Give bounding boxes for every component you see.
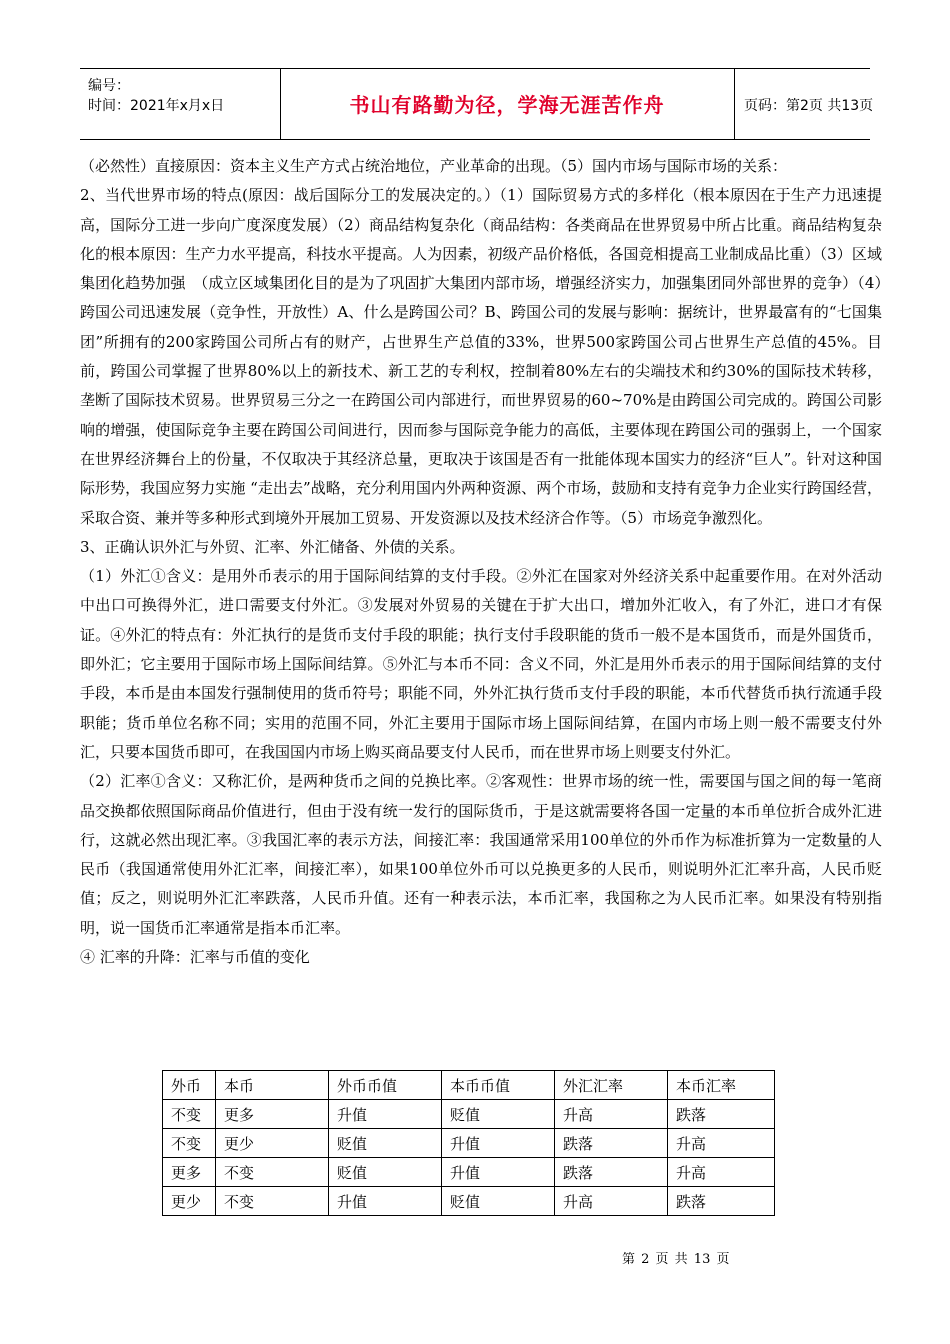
- table-cell: 不变: [216, 1187, 329, 1216]
- table-cell: 跌落: [555, 1129, 668, 1158]
- table-row: [163, 1100, 775, 1129]
- table-header-cell: 本币汇率: [668, 1071, 775, 1100]
- table-header-cell: 外币: [163, 1071, 216, 1100]
- page-header: [80, 68, 874, 140]
- table-header-cell: 外汇汇率: [555, 1071, 668, 1100]
- header-page-cell: [734, 69, 874, 139]
- paragraph-foreign-exchange: （1）外汇①含义：是用外币表示的用于国际间结算的支付手段。②外汇在国家对外经济关系中起重要作用。在对外活动中出口可换得外汇，进口需要支付外汇。③发展对外贸易的关键在于扩大出口，增加外汇收入，有了外汇，进口才有保证。④外汇的特点有：外汇执行的是货币支付手段的职能；执行支付手段职能的货币一般不是本国货币，而是外国货币，即外汇；它主要用于国际市场上国际间结算。⑤外汇与本币不同：含义不同，外汇是用外币表示的用于国际间结算的支付手段，本币是由本国发行强制使用的货币符号；职能不同，外外汇执行货币支付手段的职能，本币代替货币执行流通手段职能；货币单位名称不同；实用的范围不同，外汇主要用于国际市场上国际间结算，在国内市场上则一般不需要支付外汇，只要本国货币即可，在我国国内市场上购买商品要支付人民币，而在世界市场上则要支付外汇。: [80, 567, 882, 761]
- page-footer: 第 2 页 共 13 页: [622, 1252, 730, 1267]
- table-header-cell: 本币: [216, 1071, 329, 1100]
- paragraph-exchange-rate: （2）汇率①含义：又称汇价，是两种货币之间的兑换比率。②客观性：世界市场的统一性，需要国与国之间的每一笔商品交换都依照国际商品价值进行，但由于没有统一发行的国际货币，于是这就需要将各国一定量的本币单位折合成外汇进行，这就必然出现汇率。③我国汇率的表示方法，间接汇率：我国通常采用100单位的外币作为标准折算为一定数量的人民币（我国通常使用外汇汇率，间接汇率），如果100单位外币可以兑换更多的人民币，则说明外汇汇率升高，人民币贬值；反之，则说明外汇汇率跌落，人民币升值。还有一种表示法，本币汇率，我国称之为人民币汇率。如果没有特别指明，说一国货币汇率通常是指本币汇率。: [80, 772, 882, 937]
- table-cell: 升值: [329, 1187, 442, 1216]
- table-cell: 升高: [668, 1129, 775, 1158]
- table-cell: 不变: [163, 1100, 216, 1129]
- table-cell: 跌落: [668, 1187, 775, 1216]
- header-meta: [80, 69, 281, 139]
- table-cell: 不变: [163, 1129, 216, 1158]
- table-row: [163, 1129, 775, 1158]
- table-cell: 跌落: [668, 1100, 775, 1129]
- table-cell: 贬值: [329, 1129, 442, 1158]
- paragraph-world-market: 2、当代世界市场的特点(原因：战后国际分工的发展决定的。）（1）国际贸易方式的多样化（根本原因在于生产力迅速提高，国际分工进一步向广度深度发展）（2）商品结构复杂化（商品结构：各类商品在世界贸易中所占比重。商品结构复杂化的根本原因：生产力水平提高，科技水平提高。人为因素，初级产品价格低，各国竞相提高工业制成品比重）（3）区域集团化趋势加强 （成立区域集团化目的是为了巩固扩大集团内部市场，增强经济实力，加强集团同外部世界的竞争）（4）跨国公司迅速发展（竞争性，开放性）A、什么是跨国公司？B、跨国公司的发展与影响：据统计，世界最富有的“七国集团”所拥有的200家跨国公司所占有的财产，占世界生产总值的33%，世界500家跨国公司占世界生产总值的45%。目前，跨国公司掌握了世界80%以上的新技术、新工艺的专利权，控制着80%左右的尖端技术和约30%的国际技术转移，垄断了国际技术贸易。世界贸易三分之一在跨国公司内部进行，而世界贸易的60~70%是由跨国公司完成的。跨国公司影响的增强，使国际竞争主要在跨国公司间进行，因而参与国际竞争能力的高低，主要体现在跨国公司的强弱上，一个国家在世界经济舞台上的份量，不仅取决于其经济总量，更取决于该国是否有一批能体现本国实力的经济“巨人”。针对这种国际形势，我国应努力实施 “走出去”战略，充分利用国内外两种资源、两个市场，鼓励和支持有竞争力企业实行跨国经营，采取合资、兼并等多种形式到境外开展加工贸易、开发资源以及技术经济合作等。（5）市场竞争激烈化。: [80, 186, 882, 527]
- table-cell: 更少: [216, 1129, 329, 1158]
- document-body: [80, 152, 882, 972]
- document-date: 时间：2021年x月x日: [88, 98, 225, 114]
- table-row: [163, 1187, 775, 1216]
- exchange-rate-table: [162, 1070, 775, 1216]
- document-number-label: 编号：: [88, 78, 130, 94]
- table-cell: 更少: [163, 1187, 216, 1216]
- table-cell: 升值: [329, 1100, 442, 1129]
- table-cell: 更多: [163, 1158, 216, 1187]
- header-motto-cell: [280, 69, 735, 139]
- table-cell: 跌落: [555, 1158, 668, 1187]
- table-row: [163, 1158, 775, 1187]
- table-cell: 不变: [216, 1158, 329, 1187]
- table-cell: 贬值: [442, 1100, 555, 1129]
- table-cell: 贬值: [442, 1187, 555, 1216]
- table-cell: 贬值: [329, 1158, 442, 1187]
- table-header-row: [163, 1071, 775, 1100]
- table-cell: 升值: [442, 1158, 555, 1187]
- header-motto: 书山有路勤为径，学海无涯苦作舟: [349, 93, 665, 117]
- table-cell: 升值: [442, 1129, 555, 1158]
- header-page-code: 页码：第2页 共13页: [744, 98, 874, 114]
- table-cell: 升高: [555, 1187, 668, 1216]
- table-header-cell: 本币币值: [442, 1071, 555, 1100]
- table-cell: 更多: [216, 1100, 329, 1129]
- paragraph-intro: （必然性）直接原因：资本主义生产方式占统治地位，产业革命的出现。（5）国内市场与国际市场的关系：: [80, 157, 788, 175]
- table-header-cell: 外币币值: [329, 1071, 442, 1100]
- paragraph-section-3-title: 3、正确认识外汇与外贸、汇率、外汇储备、外债的关系。: [80, 537, 465, 556]
- paragraph-table-caption: ④ 汇率的升降：汇率与币值的变化: [80, 948, 310, 967]
- table-cell: 升高: [555, 1100, 668, 1129]
- table-cell: 升高: [668, 1158, 775, 1187]
